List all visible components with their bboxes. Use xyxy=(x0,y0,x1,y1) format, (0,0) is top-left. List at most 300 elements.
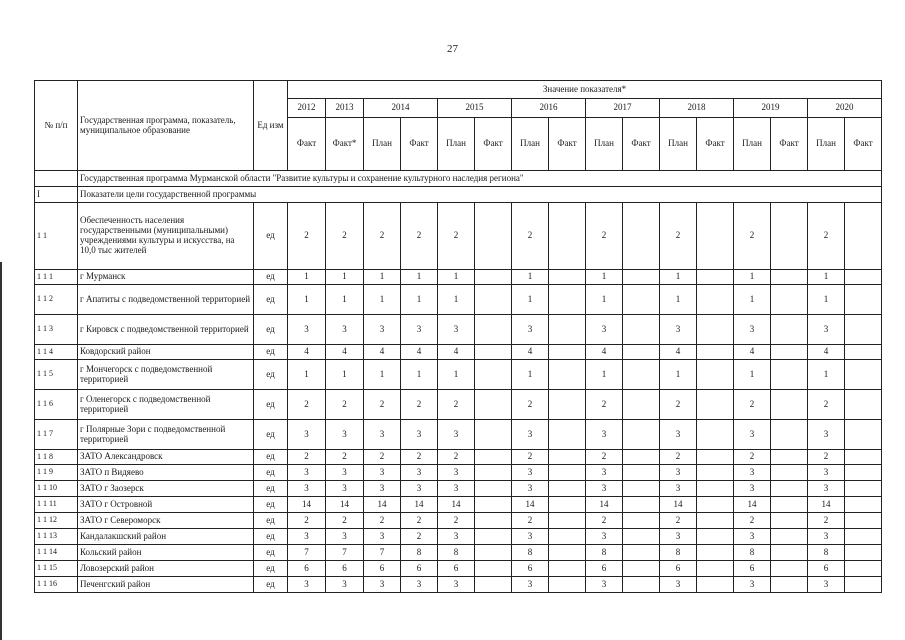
value-cell: 3 xyxy=(512,481,549,497)
value-cell: 3 xyxy=(288,577,326,593)
row-num: 1 1 7 xyxy=(35,420,78,450)
value-cell: 2 xyxy=(734,203,771,270)
value-cell: 2 xyxy=(808,450,845,465)
value-cell: 4 xyxy=(438,345,475,360)
empty-cell xyxy=(623,315,660,345)
row-name: Кандалакшский район xyxy=(78,529,254,545)
empty-cell xyxy=(475,360,512,390)
row-unit: ед xyxy=(254,529,288,545)
empty-cell xyxy=(475,465,512,481)
table-row xyxy=(35,270,882,285)
value-cell: 3 xyxy=(438,465,475,481)
empty-cell xyxy=(697,529,734,545)
value-cell: 1 xyxy=(401,360,438,390)
row-name: ЗАТО г Островной xyxy=(78,497,254,513)
header-sub: Факт xyxy=(771,118,808,171)
value-cell: 3 xyxy=(660,577,697,593)
empty-cell xyxy=(549,203,586,270)
row-name: г Мурманск xyxy=(78,270,254,285)
header-year: 2014 xyxy=(364,99,438,118)
value-cell: 3 xyxy=(734,315,771,345)
value-cell: 1 xyxy=(586,285,623,315)
value-cell: 8 xyxy=(586,545,623,561)
value-cell: 2 xyxy=(808,390,845,420)
empty-cell xyxy=(697,270,734,285)
value-cell: 2 xyxy=(660,450,697,465)
row-unit: ед xyxy=(254,561,288,577)
empty-cell xyxy=(771,577,808,593)
value-cell: 4 xyxy=(326,345,364,360)
empty-cell xyxy=(623,497,660,513)
value-cell: 1 xyxy=(512,270,549,285)
empty-cell xyxy=(845,497,882,513)
value-cell: 14 xyxy=(734,497,771,513)
value-cell: 2 xyxy=(288,390,326,420)
empty-cell xyxy=(771,450,808,465)
value-cell: 2 xyxy=(586,390,623,420)
row-unit: ед xyxy=(254,450,288,465)
value-cell: 3 xyxy=(326,315,364,345)
row-num: 1 1 xyxy=(35,203,78,270)
header-sub: План xyxy=(438,118,475,171)
row-name: г Полярные Зори с подведомственной территорией xyxy=(78,420,254,450)
empty-cell xyxy=(845,360,882,390)
row-num: 1 1 2 xyxy=(35,285,78,315)
value-cell: 3 xyxy=(364,420,401,450)
table-row xyxy=(35,390,882,420)
value-cell: 1 xyxy=(734,360,771,390)
value-cell: 2 xyxy=(512,513,549,529)
value-cell: 1 xyxy=(808,270,845,285)
header-sub: Факт xyxy=(401,118,438,171)
value-cell: 8 xyxy=(660,545,697,561)
value-cell: 14 xyxy=(660,497,697,513)
value-cell: 2 xyxy=(438,390,475,420)
value-cell: 14 xyxy=(586,497,623,513)
value-cell: 2 xyxy=(660,390,697,420)
value-cell: 2 xyxy=(808,203,845,270)
empty-cell xyxy=(771,390,808,420)
row-num: 1 1 6 xyxy=(35,390,78,420)
value-cell: 3 xyxy=(364,529,401,545)
value-cell: 3 xyxy=(326,529,364,545)
value-cell: 14 xyxy=(512,497,549,513)
value-cell: 4 xyxy=(808,345,845,360)
value-cell: 3 xyxy=(438,420,475,450)
table-row xyxy=(35,497,882,513)
row-name: Обеспеченность населения государственными (муниципальными) учреждениями культуры и искусства, на 10,0 тыс жителей xyxy=(78,203,254,270)
table-row xyxy=(35,345,882,360)
empty-cell xyxy=(549,450,586,465)
value-cell: 3 xyxy=(660,465,697,481)
value-cell: 3 xyxy=(734,577,771,593)
value-cell: 3 xyxy=(326,577,364,593)
empty-cell xyxy=(845,345,882,360)
value-cell: 3 xyxy=(438,529,475,545)
value-cell: 3 xyxy=(586,315,623,345)
value-cell: 1 xyxy=(660,360,697,390)
header-year: 2015 xyxy=(438,99,512,118)
empty-cell xyxy=(697,561,734,577)
value-cell: 6 xyxy=(586,561,623,577)
row-unit: ед xyxy=(254,345,288,360)
row-unit: ед xyxy=(254,513,288,529)
empty-cell xyxy=(771,420,808,450)
value-cell: 3 xyxy=(734,465,771,481)
value-cell: 3 xyxy=(401,420,438,450)
header-value-title: Значение показателя* xyxy=(288,81,882,99)
empty-cell xyxy=(475,561,512,577)
value-cell: 2 xyxy=(401,450,438,465)
value-cell: 3 xyxy=(288,420,326,450)
empty-cell xyxy=(475,497,512,513)
empty-cell xyxy=(475,270,512,285)
empty-cell xyxy=(697,545,734,561)
empty-cell xyxy=(475,450,512,465)
value-cell: 6 xyxy=(734,561,771,577)
header-year: 2020 xyxy=(808,99,882,118)
value-cell: 2 xyxy=(401,529,438,545)
row-name: Ловозерский район xyxy=(78,561,254,577)
indicator-table xyxy=(34,80,882,593)
value-cell: 3 xyxy=(586,420,623,450)
empty-cell xyxy=(771,481,808,497)
empty-cell xyxy=(845,390,882,420)
value-cell: 3 xyxy=(512,529,549,545)
value-cell: 1 xyxy=(438,270,475,285)
value-cell: 3 xyxy=(586,577,623,593)
page-number: 27 xyxy=(447,43,458,55)
value-cell: 3 xyxy=(734,420,771,450)
value-cell: 1 xyxy=(734,285,771,315)
header-sub: План xyxy=(586,118,623,171)
empty-cell xyxy=(549,513,586,529)
table-row xyxy=(35,561,882,577)
header-sub: Факт xyxy=(549,118,586,171)
header-sub: План xyxy=(512,118,549,171)
table-row xyxy=(35,529,882,545)
empty-cell xyxy=(697,285,734,315)
row-num: 1 1 5 xyxy=(35,360,78,390)
empty-cell xyxy=(549,390,586,420)
row-num: 1 1 15 xyxy=(35,561,78,577)
value-cell: 3 xyxy=(586,529,623,545)
value-cell: 3 xyxy=(734,481,771,497)
row-unit: ед xyxy=(254,577,288,593)
value-cell: 2 xyxy=(438,450,475,465)
value-cell: 3 xyxy=(401,315,438,345)
row-name: г Апатиты с подведомственной территорией xyxy=(78,285,254,315)
value-cell: 2 xyxy=(364,390,401,420)
empty-cell xyxy=(475,420,512,450)
header-year: 2018 xyxy=(660,99,734,118)
value-cell: 4 xyxy=(288,345,326,360)
row-name: ЗАТО Александровск xyxy=(78,450,254,465)
row-num: 1 1 8 xyxy=(35,450,78,465)
row-unit: ед xyxy=(254,545,288,561)
header-sub: План xyxy=(734,118,771,171)
header-sub: Факт* xyxy=(326,118,364,171)
value-cell: 2 xyxy=(660,513,697,529)
value-cell: 2 xyxy=(512,450,549,465)
header-sub: План xyxy=(364,118,401,171)
empty-cell xyxy=(845,285,882,315)
empty-cell xyxy=(845,203,882,270)
row-num: 1 1 13 xyxy=(35,529,78,545)
empty-cell xyxy=(623,513,660,529)
empty-cell xyxy=(845,529,882,545)
empty-cell xyxy=(845,315,882,345)
value-cell: 2 xyxy=(586,513,623,529)
value-cell: 2 xyxy=(364,203,401,270)
value-cell: 3 xyxy=(438,481,475,497)
value-cell: 8 xyxy=(808,545,845,561)
value-cell: 3 xyxy=(512,465,549,481)
value-cell: 6 xyxy=(288,561,326,577)
value-cell: 2 xyxy=(734,513,771,529)
value-cell: 3 xyxy=(808,529,845,545)
value-cell: 3 xyxy=(660,315,697,345)
row-unit: ед xyxy=(254,465,288,481)
value-cell: 14 xyxy=(401,497,438,513)
value-cell: 1 xyxy=(512,285,549,315)
value-cell: 3 xyxy=(808,420,845,450)
empty-cell xyxy=(771,285,808,315)
table-row xyxy=(35,545,882,561)
row-num: 1 1 1 xyxy=(35,270,78,285)
header-num: № п/п xyxy=(35,81,78,171)
empty-cell xyxy=(845,513,882,529)
value-cell: 1 xyxy=(734,270,771,285)
row-name: г Оленегорск с подведомственной территорией xyxy=(78,390,254,420)
value-cell: 1 xyxy=(288,270,326,285)
empty-cell xyxy=(623,420,660,450)
value-cell: 3 xyxy=(512,420,549,450)
row-num: 1 1 3 xyxy=(35,315,78,345)
empty-cell xyxy=(697,513,734,529)
empty-cell xyxy=(623,577,660,593)
table-row xyxy=(35,360,882,390)
header-name: Государственная программа, показатель, муниципальное образование xyxy=(78,81,254,171)
value-cell: 8 xyxy=(438,545,475,561)
value-cell: 2 xyxy=(326,203,364,270)
header-year: 2017 xyxy=(586,99,660,118)
empty-cell xyxy=(845,420,882,450)
header-sub: План xyxy=(660,118,697,171)
value-cell: 3 xyxy=(660,529,697,545)
value-cell: 3 xyxy=(808,465,845,481)
row-unit: ед xyxy=(254,360,288,390)
table-row xyxy=(35,420,882,450)
value-cell: 3 xyxy=(364,315,401,345)
row-num: 1 1 14 xyxy=(35,545,78,561)
value-cell: 1 xyxy=(288,360,326,390)
empty-cell xyxy=(697,450,734,465)
table-row xyxy=(35,203,882,270)
value-cell: 3 xyxy=(808,577,845,593)
header-year: 2013 xyxy=(326,99,364,118)
empty-cell xyxy=(549,577,586,593)
value-cell: 3 xyxy=(808,315,845,345)
row-unit: ед xyxy=(254,481,288,497)
empty-cell xyxy=(623,390,660,420)
value-cell: 6 xyxy=(326,561,364,577)
empty-cell xyxy=(697,481,734,497)
value-cell: 1 xyxy=(512,360,549,390)
empty-cell xyxy=(475,315,512,345)
empty-cell xyxy=(623,345,660,360)
row-name: ЗАТО п Видяево xyxy=(78,465,254,481)
empty-cell xyxy=(845,481,882,497)
value-cell: 2 xyxy=(586,450,623,465)
value-cell: 2 xyxy=(288,450,326,465)
value-cell: 14 xyxy=(326,497,364,513)
value-cell: 6 xyxy=(660,561,697,577)
empty-cell xyxy=(623,481,660,497)
empty-cell xyxy=(697,420,734,450)
value-cell: 2 xyxy=(326,390,364,420)
value-cell: 3 xyxy=(326,481,364,497)
value-cell: 8 xyxy=(512,545,549,561)
empty-cell xyxy=(771,465,808,481)
value-cell: 1 xyxy=(364,360,401,390)
value-cell: 6 xyxy=(364,561,401,577)
value-cell: 1 xyxy=(401,285,438,315)
empty-cell xyxy=(475,513,512,529)
empty-cell xyxy=(845,577,882,593)
row-name: Кольский район xyxy=(78,545,254,561)
value-cell: 3 xyxy=(586,465,623,481)
value-cell: 1 xyxy=(808,360,845,390)
header-unit: Ед изм xyxy=(254,81,288,171)
value-cell: 2 xyxy=(288,203,326,270)
value-cell: 6 xyxy=(808,561,845,577)
value-cell: 1 xyxy=(438,285,475,315)
header-sub: Факт xyxy=(623,118,660,171)
table-row xyxy=(35,285,882,315)
row-num: 1 1 10 xyxy=(35,481,78,497)
program-num-cell xyxy=(35,171,78,187)
empty-cell xyxy=(697,203,734,270)
value-cell: 1 xyxy=(326,360,364,390)
value-cell: 3 xyxy=(326,420,364,450)
table-row xyxy=(35,315,882,345)
value-cell: 2 xyxy=(401,390,438,420)
row-unit: ед xyxy=(254,203,288,270)
value-cell: 7 xyxy=(364,545,401,561)
value-cell: 3 xyxy=(401,577,438,593)
table-row xyxy=(35,513,882,529)
empty-cell xyxy=(475,203,512,270)
empty-cell xyxy=(771,513,808,529)
empty-cell xyxy=(549,545,586,561)
scan-edge-mark xyxy=(0,262,2,640)
value-cell: 3 xyxy=(364,577,401,593)
empty-cell xyxy=(771,497,808,513)
row-unit: ед xyxy=(254,315,288,345)
value-cell: 14 xyxy=(808,497,845,513)
value-cell: 4 xyxy=(660,345,697,360)
value-cell: 7 xyxy=(326,545,364,561)
value-cell: 3 xyxy=(288,481,326,497)
empty-cell xyxy=(845,561,882,577)
empty-cell xyxy=(475,345,512,360)
row-unit: ед xyxy=(254,390,288,420)
empty-cell xyxy=(845,545,882,561)
value-cell: 2 xyxy=(512,390,549,420)
value-cell: 3 xyxy=(660,420,697,450)
value-cell: 7 xyxy=(288,545,326,561)
empty-cell xyxy=(771,315,808,345)
empty-cell xyxy=(771,360,808,390)
value-cell: 8 xyxy=(734,545,771,561)
value-cell: 1 xyxy=(660,270,697,285)
value-cell: 2 xyxy=(288,513,326,529)
value-cell: 3 xyxy=(586,481,623,497)
value-cell: 3 xyxy=(438,315,475,345)
value-cell: 3 xyxy=(401,481,438,497)
empty-cell xyxy=(771,203,808,270)
value-cell: 3 xyxy=(512,315,549,345)
value-cell: 1 xyxy=(326,270,364,285)
value-cell: 2 xyxy=(734,450,771,465)
empty-cell xyxy=(845,465,882,481)
value-cell: 2 xyxy=(364,450,401,465)
value-cell: 3 xyxy=(288,529,326,545)
empty-cell xyxy=(623,545,660,561)
table-row xyxy=(35,577,882,593)
row-num: 1 1 11 xyxy=(35,497,78,513)
row-name: г Мончегорск с подведомственной территорией xyxy=(78,360,254,390)
value-cell: 3 xyxy=(401,465,438,481)
value-cell: 1 xyxy=(401,270,438,285)
empty-cell xyxy=(771,529,808,545)
value-cell: 2 xyxy=(326,450,364,465)
empty-cell xyxy=(697,315,734,345)
header-sub: План xyxy=(808,118,845,171)
value-cell: 14 xyxy=(438,497,475,513)
empty-cell xyxy=(697,390,734,420)
empty-cell xyxy=(549,529,586,545)
table-row xyxy=(35,465,882,481)
empty-cell xyxy=(771,561,808,577)
value-cell: 1 xyxy=(364,270,401,285)
empty-cell xyxy=(623,529,660,545)
row-num: 1 1 12 xyxy=(35,513,78,529)
value-cell: 8 xyxy=(401,545,438,561)
empty-cell xyxy=(771,345,808,360)
value-cell: 2 xyxy=(512,203,549,270)
value-cell: 6 xyxy=(438,561,475,577)
value-cell: 3 xyxy=(364,481,401,497)
value-cell: 3 xyxy=(288,315,326,345)
empty-cell xyxy=(549,481,586,497)
empty-cell xyxy=(475,285,512,315)
value-cell: 14 xyxy=(288,497,326,513)
empty-cell xyxy=(623,270,660,285)
row-unit: ед xyxy=(254,270,288,285)
empty-cell xyxy=(697,345,734,360)
empty-cell xyxy=(475,390,512,420)
value-cell: 3 xyxy=(734,529,771,545)
value-cell: 2 xyxy=(438,203,475,270)
row-unit: ед xyxy=(254,285,288,315)
empty-cell xyxy=(697,360,734,390)
header-sub: Факт xyxy=(475,118,512,171)
empty-cell xyxy=(623,285,660,315)
empty-cell xyxy=(623,360,660,390)
empty-cell xyxy=(549,315,586,345)
